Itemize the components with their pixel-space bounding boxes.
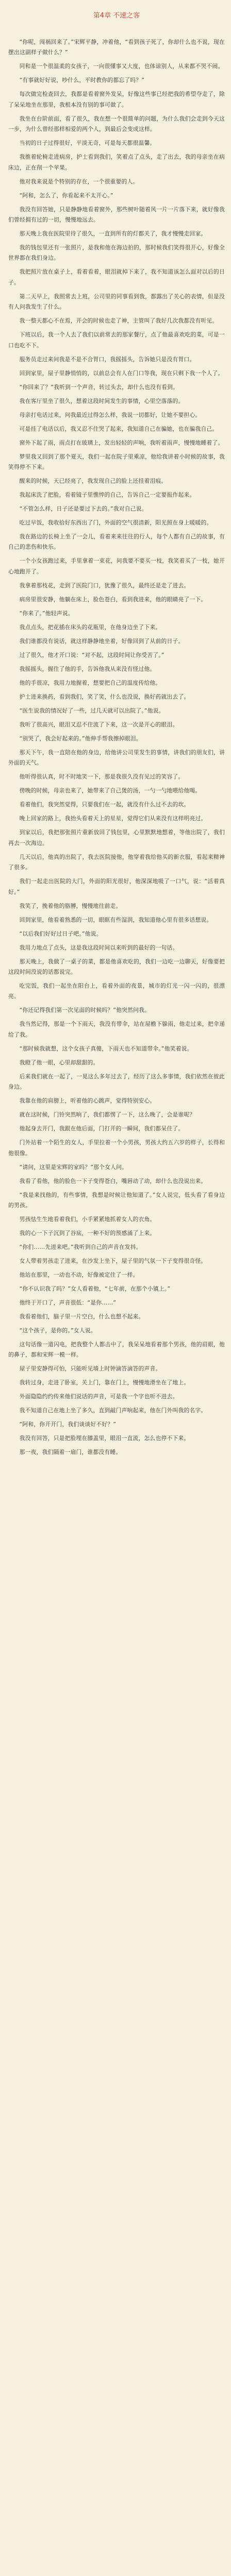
paragraph: 这句话像一道闪电，把我整个人都击中了，我呆呆地看着那个男孩，他的眉眼，他的鼻子，都和宋辉一模一样。 [8, 1341, 225, 1359]
paragraph: “有事就好好说，吵什么，平时教你的都忘了吗？” [19, 77, 145, 84]
paragraph: 那天晚上，我做了一桌子的菜，都是他喜欢吃的，我们一边吃一边聊天，好像要把这段时间没说的话都说完。 [8, 958, 225, 975]
paragraph: “阿和，你开开门，我们谈谈好不好？” [19, 1421, 117, 1428]
paragraph: 外面隐隐约约传来他们说话的声音，可是我一个字也听不进去。 [19, 1393, 178, 1400]
paragraph: 我的心一下子沉到了谷底，一种不好的预感涌了上来。 [19, 1229, 156, 1236]
chapter-title: 第4章 不速之客 [93, 12, 140, 20]
paragraph: 那天晚上我在医院里待了很久，一直到所有的灯都关了，我才慢慢走回家。 [19, 230, 207, 238]
paragraph: 那天下午，我一直陪在他的身边，给他讲公司里发生的事情，讲我们的朋友们，讲外面的天气。 [8, 749, 225, 767]
paragraph: 男孩怯生生地看着我们，小手紧紧地抓着女人的衣角。 [19, 1215, 156, 1223]
paragraph: 晚上回家的路上，我抬头看着天上的星星，觉得它们从来没有这样明亮过。 [19, 815, 207, 822]
paragraph: 我看着他们，脑子里一片空白，什么也想不起来。 [19, 1313, 144, 1320]
paragraph: 我笑了，挽着他的胳膊，慢慢地往前走。 [19, 902, 122, 909]
paragraph: 我当然记得，那是一个下雨天，我没有带伞，站在屋檐下躲雨，他走过来，把伞递给了我。 [8, 1021, 225, 1038]
paragraph: “阿和，怎么了，你看起来不太开心。” [19, 192, 113, 199]
paragraph: 同和是一个很温柔的女孩子，一向很懂事又大度，也体谅别人，从来都不哭不闹。 [19, 63, 224, 70]
paragraph: 他终于开口了，声音很低：“是你……” [19, 1299, 117, 1306]
paragraph: “我是来找他的，有些事情，我想是时候让他知道了。”女人说完，低头看了看身边的男孩。 [8, 1191, 225, 1209]
paragraph: 我听了很高兴，眼泪又忍不住流了下来，这一次是开心的眼泪。 [19, 721, 178, 728]
paragraph: 我摇摇头，握住了他的手，告诉他我从来没有怪过他。 [19, 665, 156, 672]
paragraph: 我瞪了他一眼，心里却甜甜的。 [19, 1059, 99, 1066]
paragraph: “你回来了？”我听到一个声音，转过头去，却什么也没有看到。 [19, 383, 179, 391]
chapter-body [8, 37, 225, 1458]
paragraph: “那时候我就想，这个女孩子真傻，下雨天也不知道带伞。”他笑着说。 [19, 1045, 193, 1052]
paragraph: 服务员走过来问我是不是不合胃口，我摇摇头，告诉她只是没有胃口。 [19, 355, 195, 363]
paragraph: 门外站着一个陌生的女人，手里拉着一个小男孩，男孩大约五六岁的样子，长得和他很像。 [8, 1139, 225, 1157]
paragraph: “请问，这里是宋辉的家吗？”那个女人问。 [19, 1163, 128, 1171]
paragraph: 他的手很凉，我用力地握着，想要把自己的温度传给他。 [19, 679, 161, 686]
paragraph: 他听得很认真，时不时地笑一下，那是我很久没有见过的笑容了。 [19, 773, 184, 781]
paragraph: 我的钱包里还有一张照片，是我和他在海边拍的，那时候我们笑得很开心，好像全世界都在我们身边。 [8, 244, 225, 262]
paragraph: 傍晚的时候，母亲也来了，她带来了自己煲的汤，一勺一勺地喂给他喝。 [19, 787, 201, 794]
paragraph: 到家以后，我把那张照片重新放回了钱包里，心里默默地想着，等他出院了，我们再去一次海边。 [8, 829, 225, 846]
paragraph: 他站在那里，一动也不动，好像被定住了一样。 [19, 1271, 139, 1278]
paragraph: 一个小女孩跑过来，手里拿着一束花，问我要不要买一枝，我笑着买了一枝，她开心地跑开了。 [8, 557, 225, 575]
paragraph: 我没有回答，只是把脸埋在膝盖里，眼泪一直流，怎么也停不下来。 [19, 1435, 190, 1442]
paragraph: 第二天早上，我照常去上班，公司里的同事看到我，都露出了关心的表情，但是没有人问我发生了什么。 [8, 293, 225, 311]
paragraph: 我没有回答她，只是静静地看着窗外，那些树叶随着风一片一片落下来，就好像我们曾经拥有过的一切，慢慢地远去。 [8, 206, 225, 224]
paragraph: 我靠在他的肩膀上，听着他的心跳声，觉得特别安心。 [19, 1097, 156, 1105]
paragraph: 吃完饭，我们一起坐在阳台上，看着外面的夜景，城市的灯光一闪一闪的，很漂亮。 [8, 982, 225, 1000]
paragraph: 我们一起走出医院的大门，外面的阳光很好，他深深地吸了一口气，说：“活着真好。” [8, 878, 225, 895]
paragraph: “不管怎么样，日子还是要过下去的。”我对自己说。 [19, 505, 147, 513]
paragraph: 看着他们，我突然觉得，只要我们在一起，就没有什么过不去的坎。 [19, 801, 190, 808]
paragraph: 当初的日子过得很好，平淡无奇，可是每天都很温馨。 [19, 140, 156, 147]
paragraph: 我在客厅里坐了很久，想着这段时间发生的事情，心里空落落的。 [19, 397, 184, 404]
paragraph: 回到家里，屋子里静悄悄的，以前总会有人在门口等我，现在只剩下我一个人了。 [19, 369, 224, 377]
paragraph: 几天以后，他真的出院了，我去医院接他，他穿着我给他买的新衣服，看起来精神了很多。 [8, 853, 225, 871]
paragraph: 梦里我又回到了那个夏天，我们一起在院子里乘凉，他给我讲着小时候的故事，我笑得停不下来。 [8, 453, 225, 471]
paragraph: “这个孩子，是你的。”女人说。 [19, 1327, 96, 1334]
paragraph: 那一夜，我们隔着一扇门，谁都没有睡。 [19, 1449, 122, 1456]
paragraph: 我起床洗了把脸，看着镜子里憔悴的自己，告诉自己一定要振作起来。 [19, 492, 195, 499]
paragraph: 就在这时候，门铃突然响了，我们都愣了一下，这么晚了，会是谁呢？ [19, 1111, 195, 1118]
paragraph: “你还记得我们第一次见面的时候吗？”他突然问我。 [19, 1007, 151, 1014]
paragraph: 我坐在台阶前面，看了很久，我在想一个很简单的问题，为什么我们会走到今天这一步，为什么曾经那样相爱的两个人，到最后会变成这样。 [8, 115, 225, 133]
paragraph: 下班以后，我一个人去了我们以前常去的那家餐厅，点了他最喜欢吃的菜，可是一口也吃不下。 [8, 331, 225, 349]
paragraph: 母亲打电话过来，问我最近过得怎么样，我说一切都好，让她不要担心。 [19, 411, 201, 418]
paragraph: “你呢，闯祸回来了。”宋辉平静，冲着他，“看到孩子死了，你却什么也不说，现在摆出这副样子做什么？” [8, 39, 225, 56]
paragraph: “你们……先进来吧。”我听到自己的声音在发抖。 [19, 1243, 142, 1250]
paragraph: 后来我们就在一起了，一晃这么多年过去了，经历了这么多事情，我们依然在彼此身边。 [8, 1073, 225, 1091]
paragraph: 我一整天都心不在焉，开会的时候也走了神，主管叫了我好几次我都没有听见。 [19, 317, 218, 325]
paragraph: 我点点头，把花插在床头的花瓶里，在他身边坐了下来。 [19, 623, 161, 631]
paragraph: 过了很久，他才开口说：“对不起，这段时间让你受苦了。” [19, 651, 164, 658]
paragraph: 可是挂了电话以后，我又忍不住哭了起来，我知道自己在骗她，也在骗我自己。 [19, 425, 218, 432]
paragraph: 屋子里安静得可怕，只能听见墙上时钟滴答滴答的声音。 [19, 1365, 161, 1372]
paragraph: 醒来的时候，天已经亮了，我发现自己的脸上还挂着泪痕。 [19, 478, 167, 485]
paragraph: “你不认识我了吗？”女人看着他，“七年前，在那个小镇上。” [19, 1285, 171, 1292]
paragraph: 我看了看他，他的脸色一下子变得苍白，嘴唇动了动，却什么也没说出来。 [19, 1177, 207, 1184]
paragraph: 回到家里，他看着熟悉的一切，眼眶有些湿润，我知道他心里有很多话想说。 [19, 916, 212, 923]
paragraph: 我推着轮椅走进病房，护士看到我们，笑着点了点头，走了出去，我的母亲坐在病床边，正在削一个苹果。 [8, 154, 225, 171]
paragraph: “别哭了，我会好起来的。”他伸手帮我擦掉眼泪。 [19, 735, 142, 742]
paragraph: 我们谁都没有说话，就这样静静地坐着，好像回到了从前的日子。 [19, 637, 184, 645]
paragraph: 我把照片放在桌子上，看着看着，眼泪就掉下来了，我不知道该怎么面对以后的日子。 [8, 268, 225, 286]
paragraph: “以后我们好好过日子吧。”他说。 [19, 930, 102, 937]
paragraph: “你来了。”他轻声说。 [19, 609, 74, 617]
paragraph: 我用力地点了点头，这是我这段时间以来听到的最好的一句话。 [19, 944, 178, 951]
paragraph: 女人带着男孩走了进来，在沙发上坐下，屋子里的气氛一下子变得很奇怪。 [19, 1257, 207, 1264]
paragraph: 吃过早饭，我收拾好东西出了门，外面的空气很清新，阳光照在身上暖暖的。 [19, 519, 212, 527]
paragraph: 我转过身，走进了卧室，关上门，靠在门上，慢慢地滑坐在了地上。 [19, 1379, 190, 1386]
paragraph: 窗外下起了雨，雨点打在玻璃上，发出轻轻的声响，我听着雨声，慢慢地睡着了。 [19, 439, 224, 446]
paragraph: 护士进来换药，看到我们，笑了笑，什么也没说，换好药就出去了。 [19, 693, 190, 700]
paragraph: “医生说我的情况好了一些，过几天就可以出院了。”他说。 [19, 707, 164, 714]
paragraph: 病房里很安静，他躺在床上，脸色苍白，看到我进来，他的眼睛亮了一下。 [19, 596, 207, 603]
paragraph: 他起身去开门，我跟在他后面，门打开的一瞬间，我们都呆住了。 [19, 1125, 184, 1132]
paragraph: 我在路边的长椅上坐了一会儿，看着来来往往的行人，每个人都有自己的故事，有自己的悲伤和快乐。 [8, 533, 225, 551]
paragraph: 他对我来说是个特别的存在，一个很重要的人。 [19, 178, 139, 185]
paragraph: 每次做完检查回去，我都是看着窗外发呆，好像这些事已经把我的希望夺走了，除了呆呆地坐在那里，我根本没有别的事可做了。 [8, 91, 225, 108]
paragraph: 我拿着那枝花，走到了医院门口，犹豫了很久，最终还是走了进去。 [19, 582, 190, 589]
paragraph: 我不知道自己在地上坐了多久，直到敲门声响起来，他在门外叫我的名字。 [19, 1407, 207, 1414]
